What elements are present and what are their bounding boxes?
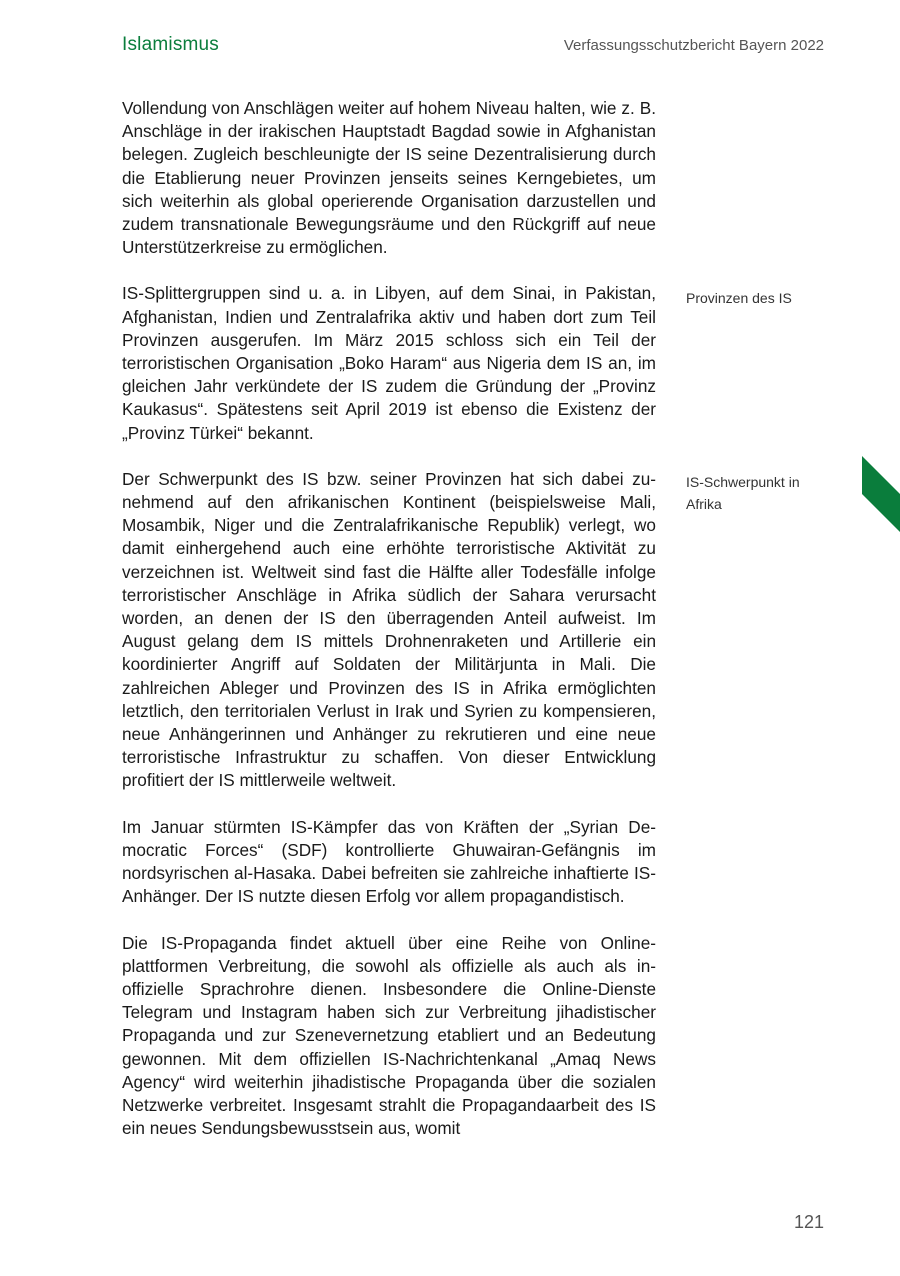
margin-note-africa-focus: IS-Schwerpunkt in Afrika	[686, 474, 800, 512]
section-title: Islamismus	[122, 34, 220, 55]
paragraph-4: Im Januar stürmten IS-Kämpfer das von Kräften der „Syrian Democratic Forces“ (SDF) kontrollierte Ghuwairan-Gefängnis im nordsyrischen al-Hasaka. Dabei befreiten sie zahlreiche inhaftierte IS-Anhänger. Der IS nutzte diesen Erfolg vor allem propagandistisch.	[122, 816, 656, 907]
page-number: 121	[793, 1212, 824, 1232]
chapter-tab-shape	[862, 456, 900, 532]
paragraph-2: IS-Splittergruppen sind u. a. in Libyen, auf dem Sinai, in Pakistan, Afghanistan, Indien und Zentralafrika aktiv und haben dort zum Teil Provinzen ausgerufen. Im März 2015 schloss sich ein Teil der terroristischen Organisation „Boko Haram“ aus Nigeria dem IS an, im gleichen Jahr verkündete der IS zudem die Gründung der „Provinz Kaukasus“. Spätestens seit April 2019 ist ebenso die Existenz der „Provinz Türkei“ bekannt.	[122, 283, 656, 443]
paragraph-3: Der Schwerpunkt des IS bzw. seiner Provinzen hat sich dabei zunehmend auf den afrikanischen Kontinent (beispielsweise Mali, Mosambik, Niger und die Zentralafrikanische Republik) verlegt, wo damit einhergehend auch eine erhöhte terroristische Aktivität zu verzeichnen ist. Weltweit sind fast die Hälfte aller Todesfälle infolge terroristischer Anschläge in Afrika südlich der Sahara verursacht worden, an denen der IS den überragenden Anteil aufweist. Im August gelang dem IS mittels Drohnenraketen und Artillerie ein koordinierter Angriff auf Soldaten der Militärjunta in Mali. Die zahlreichen Ableger und Provinzen des IS in Afrika ermöglichten letztlich, den territorialen Verlust in Irak und Syrien zu kompensieren, neue Anhängerinnen und Anhänger zu rekrutieren und eine neue terroristische Infrastruktur zu schaffen. Von dieser Entwicklung profitiert der IS mittlerweile weltweit.	[122, 468, 656, 791]
chapter-tab-marker	[862, 456, 900, 532]
report-title: Verfassungsschutzbericht Bayern 2022	[563, 37, 824, 54]
paragraph-1: Vollendung von Anschlägen weiter auf hohem Niveau halten, wie z. B. Anschläge in der irakischen Hauptstadt Bagdad sowie in Afghanistan belegen. Zugleich beschleunigte der IS seine Dezentralisierung durch die Etablierung neuer Provinzen jenseits seines Kerngebietes, um sich weiterhin als global operierende Organisation darzustellen und zudem transnationale Bewegungsräume und den Rückgriff auf neue Unterstützerkreise zu ermöglichen.	[122, 98, 656, 258]
margin-note-provinces: Provinzen des IS	[686, 290, 792, 306]
body-text-column	[122, 97, 656, 1163]
paragraph-5: Die IS-Propaganda findet aktuell über eine Reihe von Onlineplattformen Verbreitung, die sowohl als offizielle als auch als inoffizielle Sprachrohre dienen. Insbesondere die Online-Dienste Telegram und Instagram haben sich zur Verbreitung jihadistischer Propaganda und zur Szenevernetzung etabliert und an Bedeutung gewonnen. Mit dem offiziellen IS-Nachrichtenkanal „Amaq News Agency“ wird weiterhin jihadistische Propaganda über die sozialen Netzwerke verbreitet. Insgesamt strahlt die Propagandaarbeit des IS ein neues Sendungsbewusstsein aus, womit	[122, 932, 656, 1139]
